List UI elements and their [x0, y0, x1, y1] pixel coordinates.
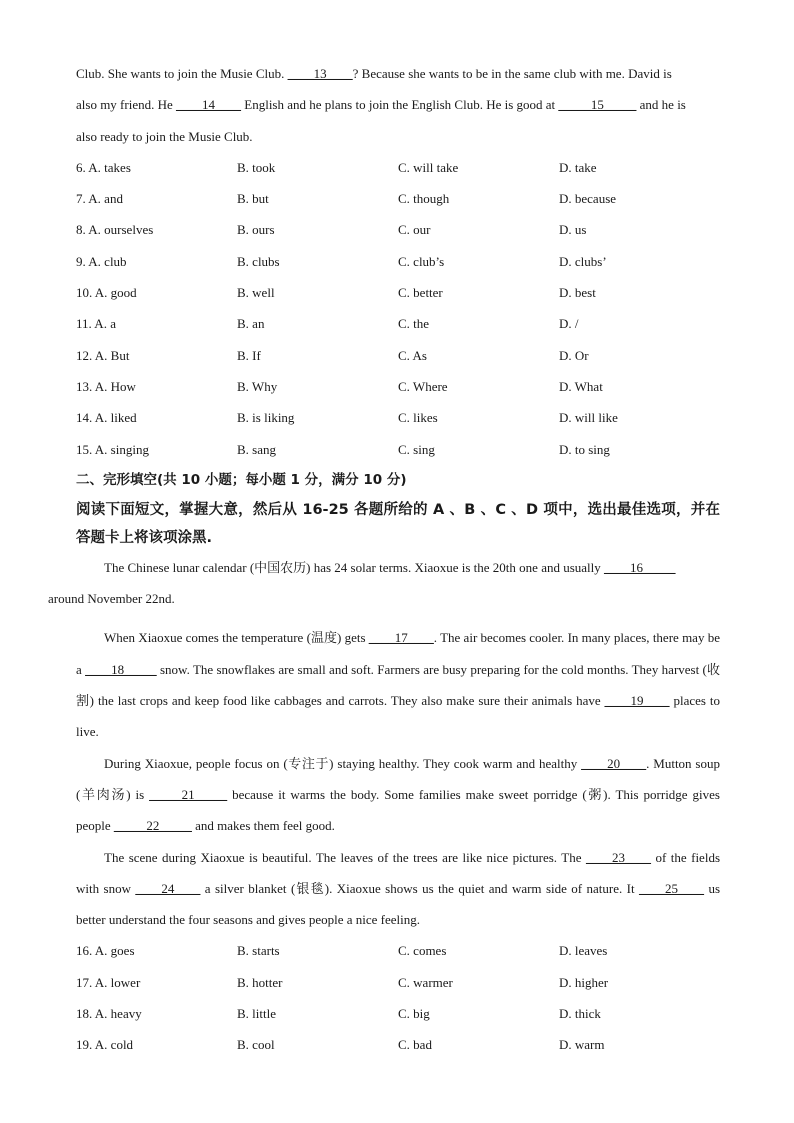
option-b: B. took — [237, 159, 276, 175]
passage-text: and he is — [636, 97, 686, 113]
passage-text: also ready to join the Musie Club. — [76, 128, 253, 144]
option-c: C. likes — [398, 410, 438, 426]
passage-text: snow. The snowflakes are small and soft. Farmers are busy preparing for the cold months. They harvest (收割) the last crops and keep food like cabbages and carrots. They also make sure their animals have — [76, 661, 720, 709]
option-a: 9. A. club — [76, 253, 127, 269]
option-b: B. little — [237, 1006, 276, 1022]
passage-text: us better understand the four seasons and gives people a nice feeling. — [76, 880, 720, 928]
passage-text: During Xiaoxue, people focus on (专注于) staying healthy. They cook warm and healthy — [104, 755, 582, 771]
option-d: D. will like — [559, 410, 618, 426]
question-12-options — [76, 340, 720, 371]
blank-20: ____20____ — [581, 755, 647, 771]
option-b: B. cool — [237, 1037, 275, 1053]
option-a: 18. A. heavy — [76, 1006, 142, 1022]
blank-13: ____13____ — [287, 66, 353, 81]
option-b: B. hotter — [237, 974, 283, 990]
option-d: D. to sing — [559, 441, 610, 457]
option-d: D. thick — [559, 1006, 601, 1022]
option-c: C. bad — [398, 1037, 432, 1053]
option-a: 17. A. lower — [76, 974, 141, 990]
passage-1-continuation — [76, 58, 720, 152]
option-a: 19. A. cold — [76, 1037, 134, 1053]
option-d: D. warm — [559, 1037, 605, 1053]
question-17-options — [76, 967, 720, 998]
option-b: B. ours — [237, 222, 275, 238]
blank-18: ____18_____ — [85, 661, 157, 677]
option-a: 14. A. liked — [76, 410, 137, 426]
passage-text: because it warms the body. Some families make sweet porridge (粥). This porridge gives people — [76, 786, 720, 834]
option-b: B. clubs — [237, 253, 280, 269]
passage-2-paragraph-4 — [76, 842, 720, 936]
option-d: D. take — [559, 159, 597, 175]
option-c: C. As — [398, 347, 427, 363]
question-19-options — [76, 1029, 720, 1060]
option-b: B. but — [237, 191, 269, 207]
option-b: B. is liking — [237, 410, 295, 426]
blank-23: ____23____ — [585, 849, 651, 865]
passage-text: English and he plans to join the English Club. He is good at — [241, 97, 559, 113]
question-11-options — [76, 308, 720, 339]
option-b: B. starts — [237, 943, 280, 959]
question-15-options — [76, 434, 720, 465]
document-page — [48, 58, 721, 1061]
option-a: 16. A. goes — [76, 943, 135, 959]
passage-2-paragraph-1 — [48, 552, 720, 615]
option-c: C. the — [398, 316, 430, 332]
passage-text: places to live. — [76, 693, 721, 740]
question-14-options — [76, 402, 720, 433]
option-c: C. though — [398, 191, 450, 207]
blank-19: ____19____ — [604, 693, 670, 709]
option-c: C. Where — [398, 378, 448, 394]
option-b: B. well — [237, 285, 275, 301]
option-c: C. warmer — [398, 974, 453, 990]
option-c: C. comes — [398, 943, 447, 959]
option-a: 15. A. singing — [76, 441, 149, 457]
options-list-6-15 — [76, 152, 720, 465]
option-a: 13. A. How — [76, 378, 136, 394]
passage-2-paragraph-2 — [76, 622, 720, 747]
option-b: B. If — [237, 347, 261, 363]
option-c: C. better — [398, 285, 443, 301]
option-a: 8. A. ourselves — [76, 222, 154, 238]
option-d: D. because — [559, 191, 617, 207]
option-d: D. leaves — [559, 943, 608, 959]
option-a: 12. A. But — [76, 347, 130, 363]
blank-22: _____22_____ — [113, 818, 192, 834]
passage-text: a silver blanket (银毯). Xiaoxue shows us the quiet and warm side of nature. It — [200, 880, 640, 896]
question-6-options — [76, 152, 720, 183]
passage-text: and makes them feel good. — [191, 818, 335, 834]
blank-24: ____24____ — [135, 880, 201, 896]
option-a: 10. A. good — [76, 285, 137, 301]
option-d: D. What — [559, 378, 603, 394]
section-2-heading: 二、完形填空(共 10 小题；每小题 1 分，满分 10 分) — [76, 471, 407, 488]
option-c: C. will take — [398, 159, 459, 175]
passage-text: of the fields with snow — [76, 849, 720, 896]
passage-text: . Mutton soup (羊肉汤) is — [76, 755, 720, 802]
blank-21: _____21_____ — [149, 786, 228, 802]
options-list-16-19 — [76, 935, 720, 1060]
option-d: D. clubs’ — [559, 253, 607, 269]
passage-text: When Xiaoxue comes the temperature (温度) gets — [104, 630, 369, 646]
question-9-options — [76, 246, 720, 277]
spacer — [76, 614, 720, 622]
blank-16: ____16_____ — [604, 559, 676, 575]
option-b: B. an — [237, 316, 265, 332]
option-d: D. us — [559, 222, 587, 238]
option-d: D. Or — [559, 347, 589, 363]
option-b: B. Why — [237, 378, 278, 394]
blank-14: ____14____ — [176, 97, 242, 113]
question-8-options — [76, 214, 720, 245]
blank-17: ____17____ — [368, 630, 434, 646]
option-a: 6. A. takes — [76, 159, 131, 175]
option-c: C. club’s — [398, 253, 445, 269]
passage-text: . The air becomes cooler. In many places, there may be a — [76, 630, 720, 677]
question-7-options — [76, 183, 720, 214]
question-16-options — [76, 935, 720, 966]
option-c: C. our — [398, 222, 431, 238]
option-b: B. sang — [237, 441, 276, 457]
passage-text: around November 22nd. — [48, 591, 175, 607]
passage-text: The scene during Xiaoxue is beautiful. The leaves of the trees are like nice pictures. The — [104, 849, 586, 865]
blank-25: ____25____ — [639, 880, 705, 896]
option-c: C. sing — [398, 441, 435, 457]
question-13-options — [76, 371, 720, 402]
question-18-options — [76, 998, 720, 1029]
option-a: 11. A. a — [76, 316, 116, 332]
passage-text: also my friend. He — [76, 97, 177, 113]
passage-text: ? Because she wants to be in the same club with me. David is — [352, 66, 672, 81]
question-10-options — [76, 277, 720, 308]
blank-15: _____15_____ — [558, 97, 637, 113]
passage-text: The Chinese lunar calendar (中国农历) has 24 solar terms. Xiaoxue is the 20th one and usually — [104, 559, 605, 575]
option-d: D. best — [559, 285, 596, 301]
option-d: D. higher — [559, 974, 609, 990]
passage-text: Club. She wants to join the Musie Club. — [76, 66, 288, 81]
option-c: C. big — [398, 1006, 430, 1022]
section-2-instruction: 阅读下面短文，掌握大意，然后从 16-25 各题所给的 A 、B 、C 、D 项中，选出最佳选项，并在 答题卡上将该项涂黑. — [76, 501, 720, 546]
option-a: 7. A. and — [76, 191, 123, 207]
passage-2-paragraph-3 — [76, 748, 720, 842]
option-d: D. / — [559, 316, 579, 332]
